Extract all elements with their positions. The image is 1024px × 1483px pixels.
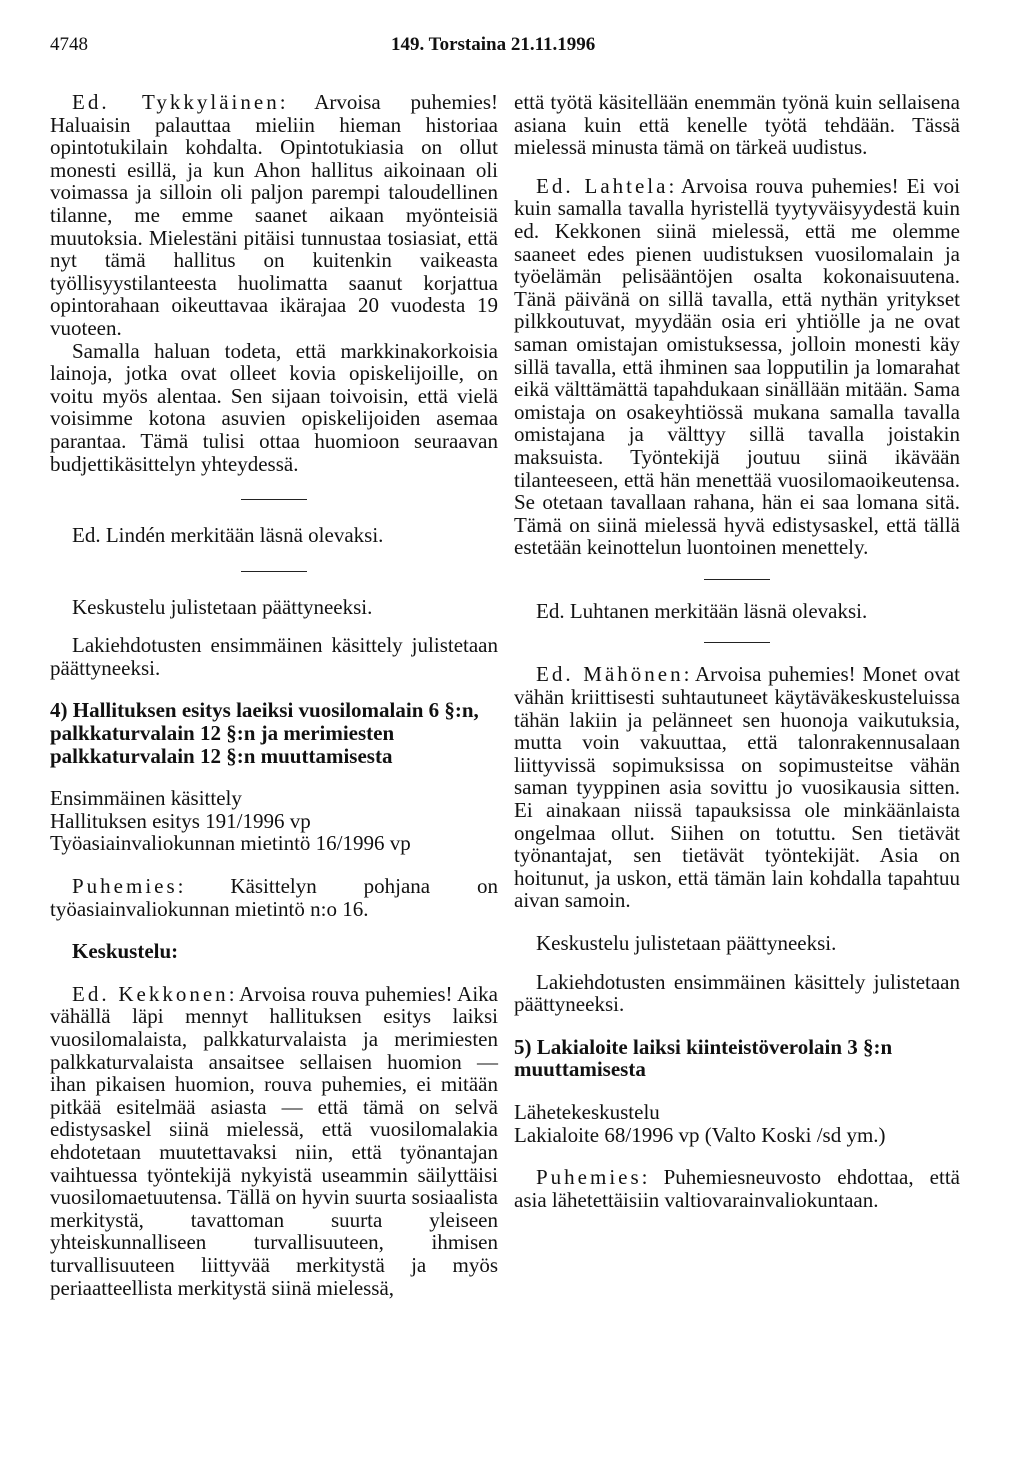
item-5-detail: Lähetekeskustelu <box>514 1099 660 1124</box>
attendance-note-luhtanen: Ed. Luhtanen merkitään läsnä olevaksi. <box>536 598 868 623</box>
page-number: 4748 <box>50 34 88 55</box>
item-4-detail: Hallituksen esitys 191/1996 vp <box>50 808 311 833</box>
speech-lahtela <box>514 175 960 559</box>
debate-closed-note: Keskustelu julistetaan päättyneeksi. <box>72 594 373 619</box>
attendance-note-linden: Ed. Lindén merkitään läsnä olevaksi. <box>72 523 384 548</box>
right-column <box>514 91 960 1211</box>
item-4-detail: Työasiainvaliokunnan mietintö 16/1996 vp <box>50 831 411 856</box>
agenda-item-4-heading: 4) Hallituksen esitys laeiksi vuosilomalain 6 §:n, palkkaturvalain 12 §:n ja merimiesten palkkaturvalain 12 §:n muuttamisesta <box>50 698 479 768</box>
section-divider <box>241 571 307 572</box>
speaker-name: Ed. Mähönen <box>536 662 684 687</box>
speaker-name: Puhemies <box>536 1165 642 1190</box>
chair-statement <box>50 875 498 920</box>
speech-kekkonen-cont: että työtä käsitellään enemmän työnä kuin sellaisena asiana kuin että kenelle työtä tehdään. Tässä mielessä minusta tämä on tärkeä uudistus. <box>514 90 960 160</box>
page-header <box>0 34 1024 58</box>
speaker-name: Puhemies <box>72 874 178 899</box>
speech-text: : Puhemiesneuvosto ehdottaa, että asia lähetettäisiin valtiovarainvaliokuntaan. <box>514 1165 960 1212</box>
speaker-name: Ed. Kekkonen <box>72 981 229 1006</box>
speech-text: : Arvoisa puhemies! Monet ovat vähän kriittisesti suhtautuneet käytäväkeskusteluissa tähän lakiin ja pelänneet sen huonoja vaikutuksia, mutta voin vakuuttaa, että talonrakennusalaan liittyvissä sopimuksissa on sopimusteitse vähän saman tyyppinen asia sovittu jo vuosikausia sitten. Ei ainakaan niissä tapauksissa ole minkäänlaista ongelmaa ollut. Siihen on totuttu. Sen tietävät työnantajat, sen tietävät työntekijät. Asia on hoitunut, ja uskon, että tämän lain kohdalla tapahtuu aivan samoin. <box>514 662 960 913</box>
chair-statement <box>514 1166 960 1211</box>
first-reading-closed-note: Lakiehdotusten ensimmäinen käsittely julistetaan päättyneeksi. <box>514 969 960 1017</box>
speaker-name: Ed. Tykkyläinen <box>72 90 280 114</box>
item-4-detail: Ensimmäinen käsittely <box>50 786 242 811</box>
left-column <box>50 91 498 1299</box>
speech-text: : Arvoisa rouva puhemies! Aika vähällä läpi mennyt hallituksen esitys laiksi vuosilomalaista, palkkaturvalaista ja merimiesten palkkaturvalaista ansaitsee sellaisen huomion — ihan pikaisen huomion, rouva puhemies, ei mitään pitkää esitelmää asiasta — että tämä on selvä edistysaskel siinä mielessä, että vuosilomalakia ehdotetaan muutettavaksi niin, että työnantajan vaihtuessa työntekijä nykyistä useammin säilyttäisi vuosilomaetuutensa. Tällä on hyvin suurta sosiaalista merkitystä, tavattoman suurta yleiseen yhteiskunnalliseen turvallisuuteen, ihmisen turvallisuuteen liittyvää merkitystä ja myös periaatteellista merkitystä siinä mielessä, <box>50 981 498 1300</box>
speech-text: : Arvoisa puhemies! Haluaisin palauttaa mieliin hieman historiaa opintotukilain kohdalta. Opintotukiasia on ollut monesti esillä, ja kun Ahon hallitus aikoinaan oli voimassa ja silloin oli paljon parempi taloudellinen tilanne, me emme saanet aikaan myönteisiä muutoksia. Mielestäni pitäisi tunnustaa tosiasiat, että nyt tämä hallitus on kuitenkin vaikeasta työllisyystilanteesta huolimatta saanut korjattua opintorahaan oikeuttavaa ikärajaa 20 vuodesta 19 vuoteen. <box>50 90 498 340</box>
item-5-detail: Lakialoite 68/1996 vp (Valto Koski /sd ym.) <box>514 1122 886 1147</box>
speech-text: : Käsittelyn pohjana on työasiainvaliokunnan mietintö n:o 16. <box>50 874 498 921</box>
speech-text: : Arvoisa rouva puhemies! Ei voi kuin samalla tavalla hyristellä tyytyväisyydestä kuin ed. Kekkonen siinä mielessä, että me olemme saaneet edes pienen uudistuksen vuosilomalain ja työelämän pelisääntöjen osalta kokonaisuutena. Tänä päivänä on sillä tavalla, että nythän yritykset pilkkoutuvat, myydään osia eri yhtiölle ja ne ovat saman omistajan omistuksessa, jolloin monesti käy sillä tavalla, että ihminen saa lopputilin ja lomarahat eikä välttämättä tapahdukaan sinällään mitään. Sama omistaja on osakeyhtiössä mukana samalla tavalla omistajana ja välttyy sillä tavalla joistakin maksuista. Työntekijä joutuu siinä ikävään tilanteeseen, että hän menettää vuosilomaoikeutensa. Se otetaan tavallaan rahana, hän ei saa lomana sitä. Tämä on siinä mielessä hyvä edistysaskel, että tällä estetään keinottelun luontoinen menettely. <box>514 173 961 560</box>
debate-closed-note: Keskustelu julistetaan päättyneeksi. <box>536 931 837 955</box>
speaker-name: Ed. Lahtela <box>536 173 669 198</box>
debate-heading: Keskustelu: <box>72 939 179 964</box>
section-divider <box>241 499 307 500</box>
speech-tykkylainen-cont: Samalla haluan todeta, että markkinakorkoisia lainoja, jotka ovat olleet kovia opiskelijoille, on voitu myös alentaa. Sen sijaan toivoisin, että vielä voisimme kotona asuvien opiskelijoiden asemaa parantaa. Tämä tulisi ottaa huomioon seuraavan budjettikäsittelyn yhteydessä. <box>50 338 498 476</box>
speech-tykkylainen <box>50 91 498 340</box>
speech-mahonen <box>514 663 960 912</box>
session-title: 149. Torstaina 21.11.1996 <box>391 34 596 55</box>
agenda-item-5-heading: 5) Lakialoite laiksi kiinteistöverolain 3 §:n muuttamisesta <box>514 1034 893 1082</box>
section-divider <box>704 642 770 643</box>
speech-kekkonen <box>50 983 498 1299</box>
section-divider <box>704 579 770 580</box>
first-reading-closed-note: Lakiehdotusten ensimmäinen käsittely julistetaan päättyneeksi. <box>50 633 498 680</box>
